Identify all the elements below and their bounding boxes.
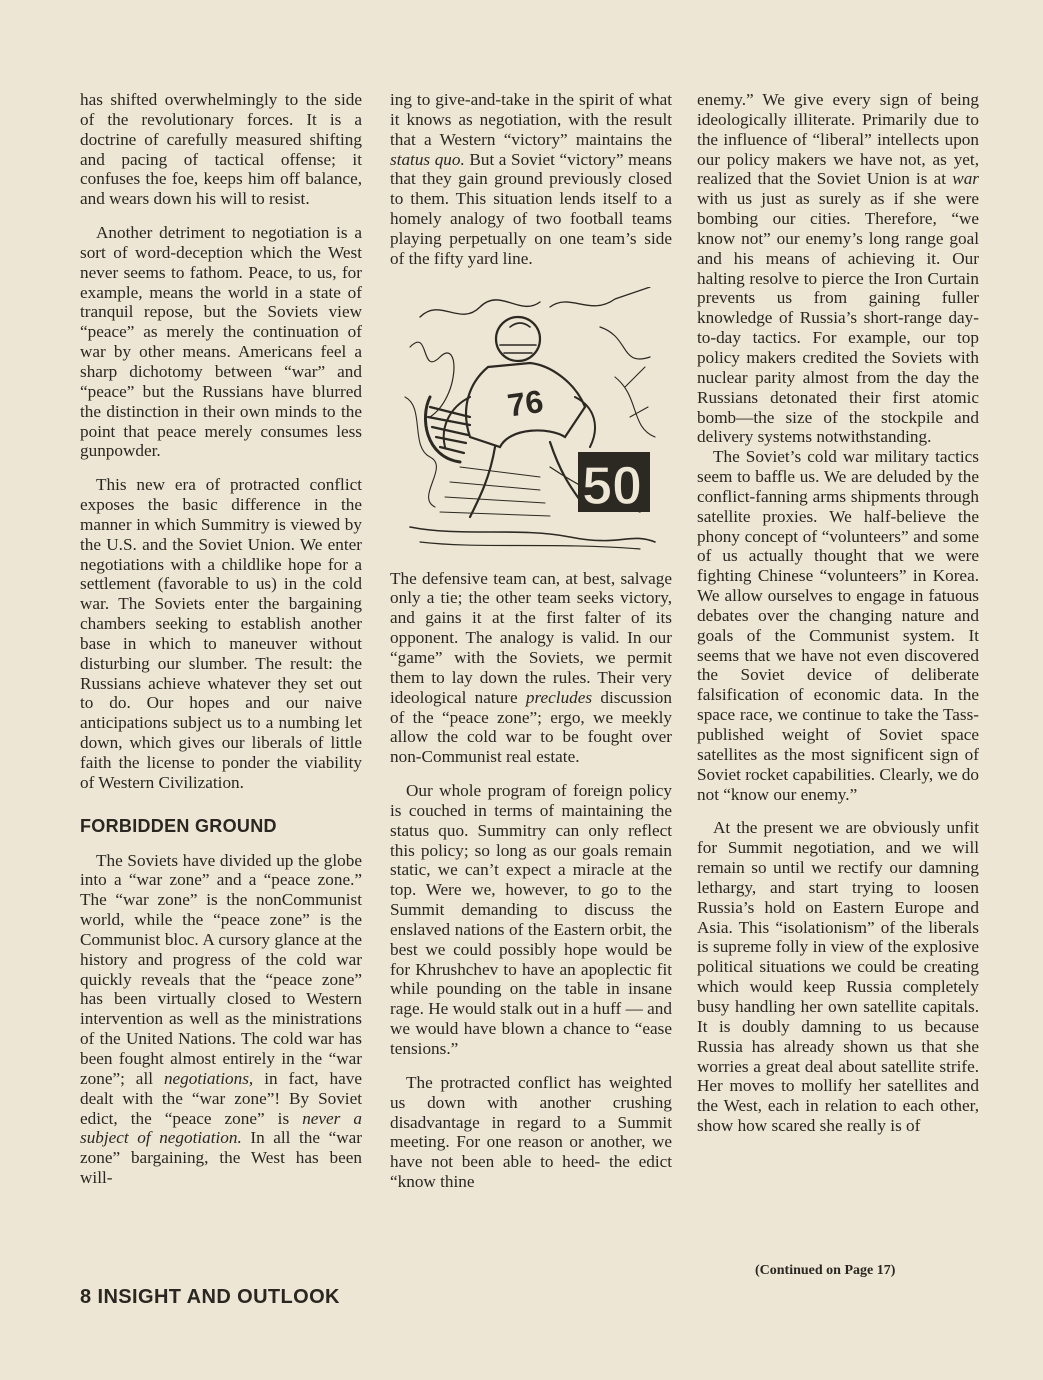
football-player-sketch [400, 287, 662, 553]
paragraph: This new era of protracted conflict exposes the basic difference in the manner in which Summitry is viewed by the U.S. and the Soviet Union. We enter negotiations with a childlike hope for a settlement (favorable to us) in the cold war. The Soviets enter the bargaining chambers seeking to establish another base in which to maneuver without disturbing our slumber. The result: the Russians achieve whatever they set out to do. Our hopes and our naive anticipations subject us to a numbing let down, which gives our liberals of little faith the license to ponder the viability of Western Civilization. [80, 475, 362, 792]
magazine-title: INSIGHT AND OUTLOOK [97, 1286, 340, 1308]
column-2 [390, 90, 672, 1192]
section-heading: FORBIDDEN GROUND [80, 815, 277, 836]
column-3 [697, 90, 979, 1136]
paragraph: ing to give-and-take in the spirit of what it knows as negotiation, with the result that a Western “victory” maintains the status quo. But a Soviet “victory” means that they gain ground previously closed to them. This situation lends itself to a homely analogy of two football teams playing perpetually on one team’s side of the fifty yard line. [390, 90, 672, 268]
paragraph: The Soviets have divided up the globe into a “war zone” and a “peace zone.” The “war zone” is the nonCommunist world, while the “peace zone” is the Communist bloc. A cursory glance at the history and progress of the cold war quickly reveals that the “peace zone” has been virtually closed to Western intervention as well as the ministrations of the United Nations. The cold war has been fought almost entirely in the “war zone”; all negotiations, in fact, have dealt with the “war zone”! By Soviet edict, the “peace zone” is never a subject of negotiation. In all the “war zone” bargaining, the West has been will- [80, 850, 362, 1188]
paragraph: Another detriment to negotiation is a sort of word-deception which the West never seems to fathom. Peace, to us, for example, means the world in a state of tranquil repose, but the Soviets view “peace” as merely the continuation of war by other means. Americans feel a sharp dichotomy between “war” and “peace” but the Russians have blurred the distinction in their own minds to the point that peace merely consumes less gunpowder. [80, 223, 362, 461]
paragraph: The defensive team can, at best, salvage only a tie; the other team seeks victory, and gains it at the first falter of its opponent. The analogy is valid. In our “game” with the Soviets, we permit them to lay down the rules. Their very ideological nature precludes discussion of the “peace zone”; ergo, we meekly allow the cold war to be fought over non-Communist real estate. [390, 568, 672, 767]
paragraph: enemy.” We give every sign of being ideologically illiterate. Primarily due to the influence of “liberal” intellects upon our policy makers we have not, as yet, realized that the Soviet Union is at war with us just as surely as if she were bombing our cities. Therefore, “we know not” our enemy’s long range goal and his means of achieving it. Our halting resolve to pierce the Iron Curtain prevents us from gaining fuller knowledge of Russia’s short-range day-to-day tactics. For example, our top policy makers credited the Soviets with nuclear parity almost from the day the Russians detonated their first atomic bomb—the size of the stockpile and delivery systems notwithstanding. [697, 90, 979, 447]
jersey-number: 76 [505, 382, 546, 424]
page-number: 8 [80, 1286, 92, 1308]
paragraph: has shifted overwhelmingly to the side of the revolutionary forces. It is a doctrine of carefully measured shifting and pacing of tactical offense; it confuses the foe, keeps him off balance, and wears down his will to resist. [80, 90, 362, 209]
paragraph: At the present we are obviously unfit for Summit negotiation, and we will remain so until we rectify our damning lethargy, and start trying to loosen Russia’s hold on Eastern Europe and Asia. This “isolationism” of the liberals is supreme folly in view of the explosive political situations we could be creating which would keep Russia completely busy handling her own satellite capitals. It is doubly damning to us because Russia has already shown us that she worries a great deal about satellite strife. Her moves to mollify her satellites and the West, each in relation to each other, show how scared she really is of [697, 818, 979, 1136]
football-illustration [400, 287, 662, 553]
paragraph: The Soviet’s cold war military tactics seem to baffle us. We are deluded by the conflict-fanning arms shipments through satellite proxies. We half-believe the phony concept of “volunteers” and some of us actually thought that we were fighting Chinese “volunteers” in Korea. We allow ourselves to engage in fatuous debates over the changing nature and goals of the Communist system. It seems that we have not even discovered the Soviet device of deliberate falsification of economic data. In the space race, we continue to take the Tass-published weight of Soviet space satellites as the most significent sign of Soviet rocket capabilities. Clearly, we do not “know our enemy.” [697, 447, 979, 804]
paragraph: Our whole program of foreign policy is couched in terms of maintaining the status quo. Summitry can only reflect this policy; so long as our goals remain static, we can’t expect a miracle at the top. Were we, however, to go to the Summit demanding to discuss the enslaved nations of the Eastern orbit, the best we could possibly hope would be for Khrushchev to have an apoplectic fit while pounding on the table in insane rage. He would stalk out in a huff — and we would have blown a chance to “ease tensions.” [390, 781, 672, 1058]
continued-note: (Continued on Page 17) [755, 1263, 896, 1278]
paragraph: The protracted conflict has weighted us down with another crushing disadvantage in regard to a Summit meeting. For one reason or another, we have not been able to heed- the edict “know thine [390, 1072, 672, 1192]
column-1 [80, 90, 362, 1188]
yard-marker-number: 50 [582, 455, 643, 516]
page-footer [80, 1286, 340, 1309]
